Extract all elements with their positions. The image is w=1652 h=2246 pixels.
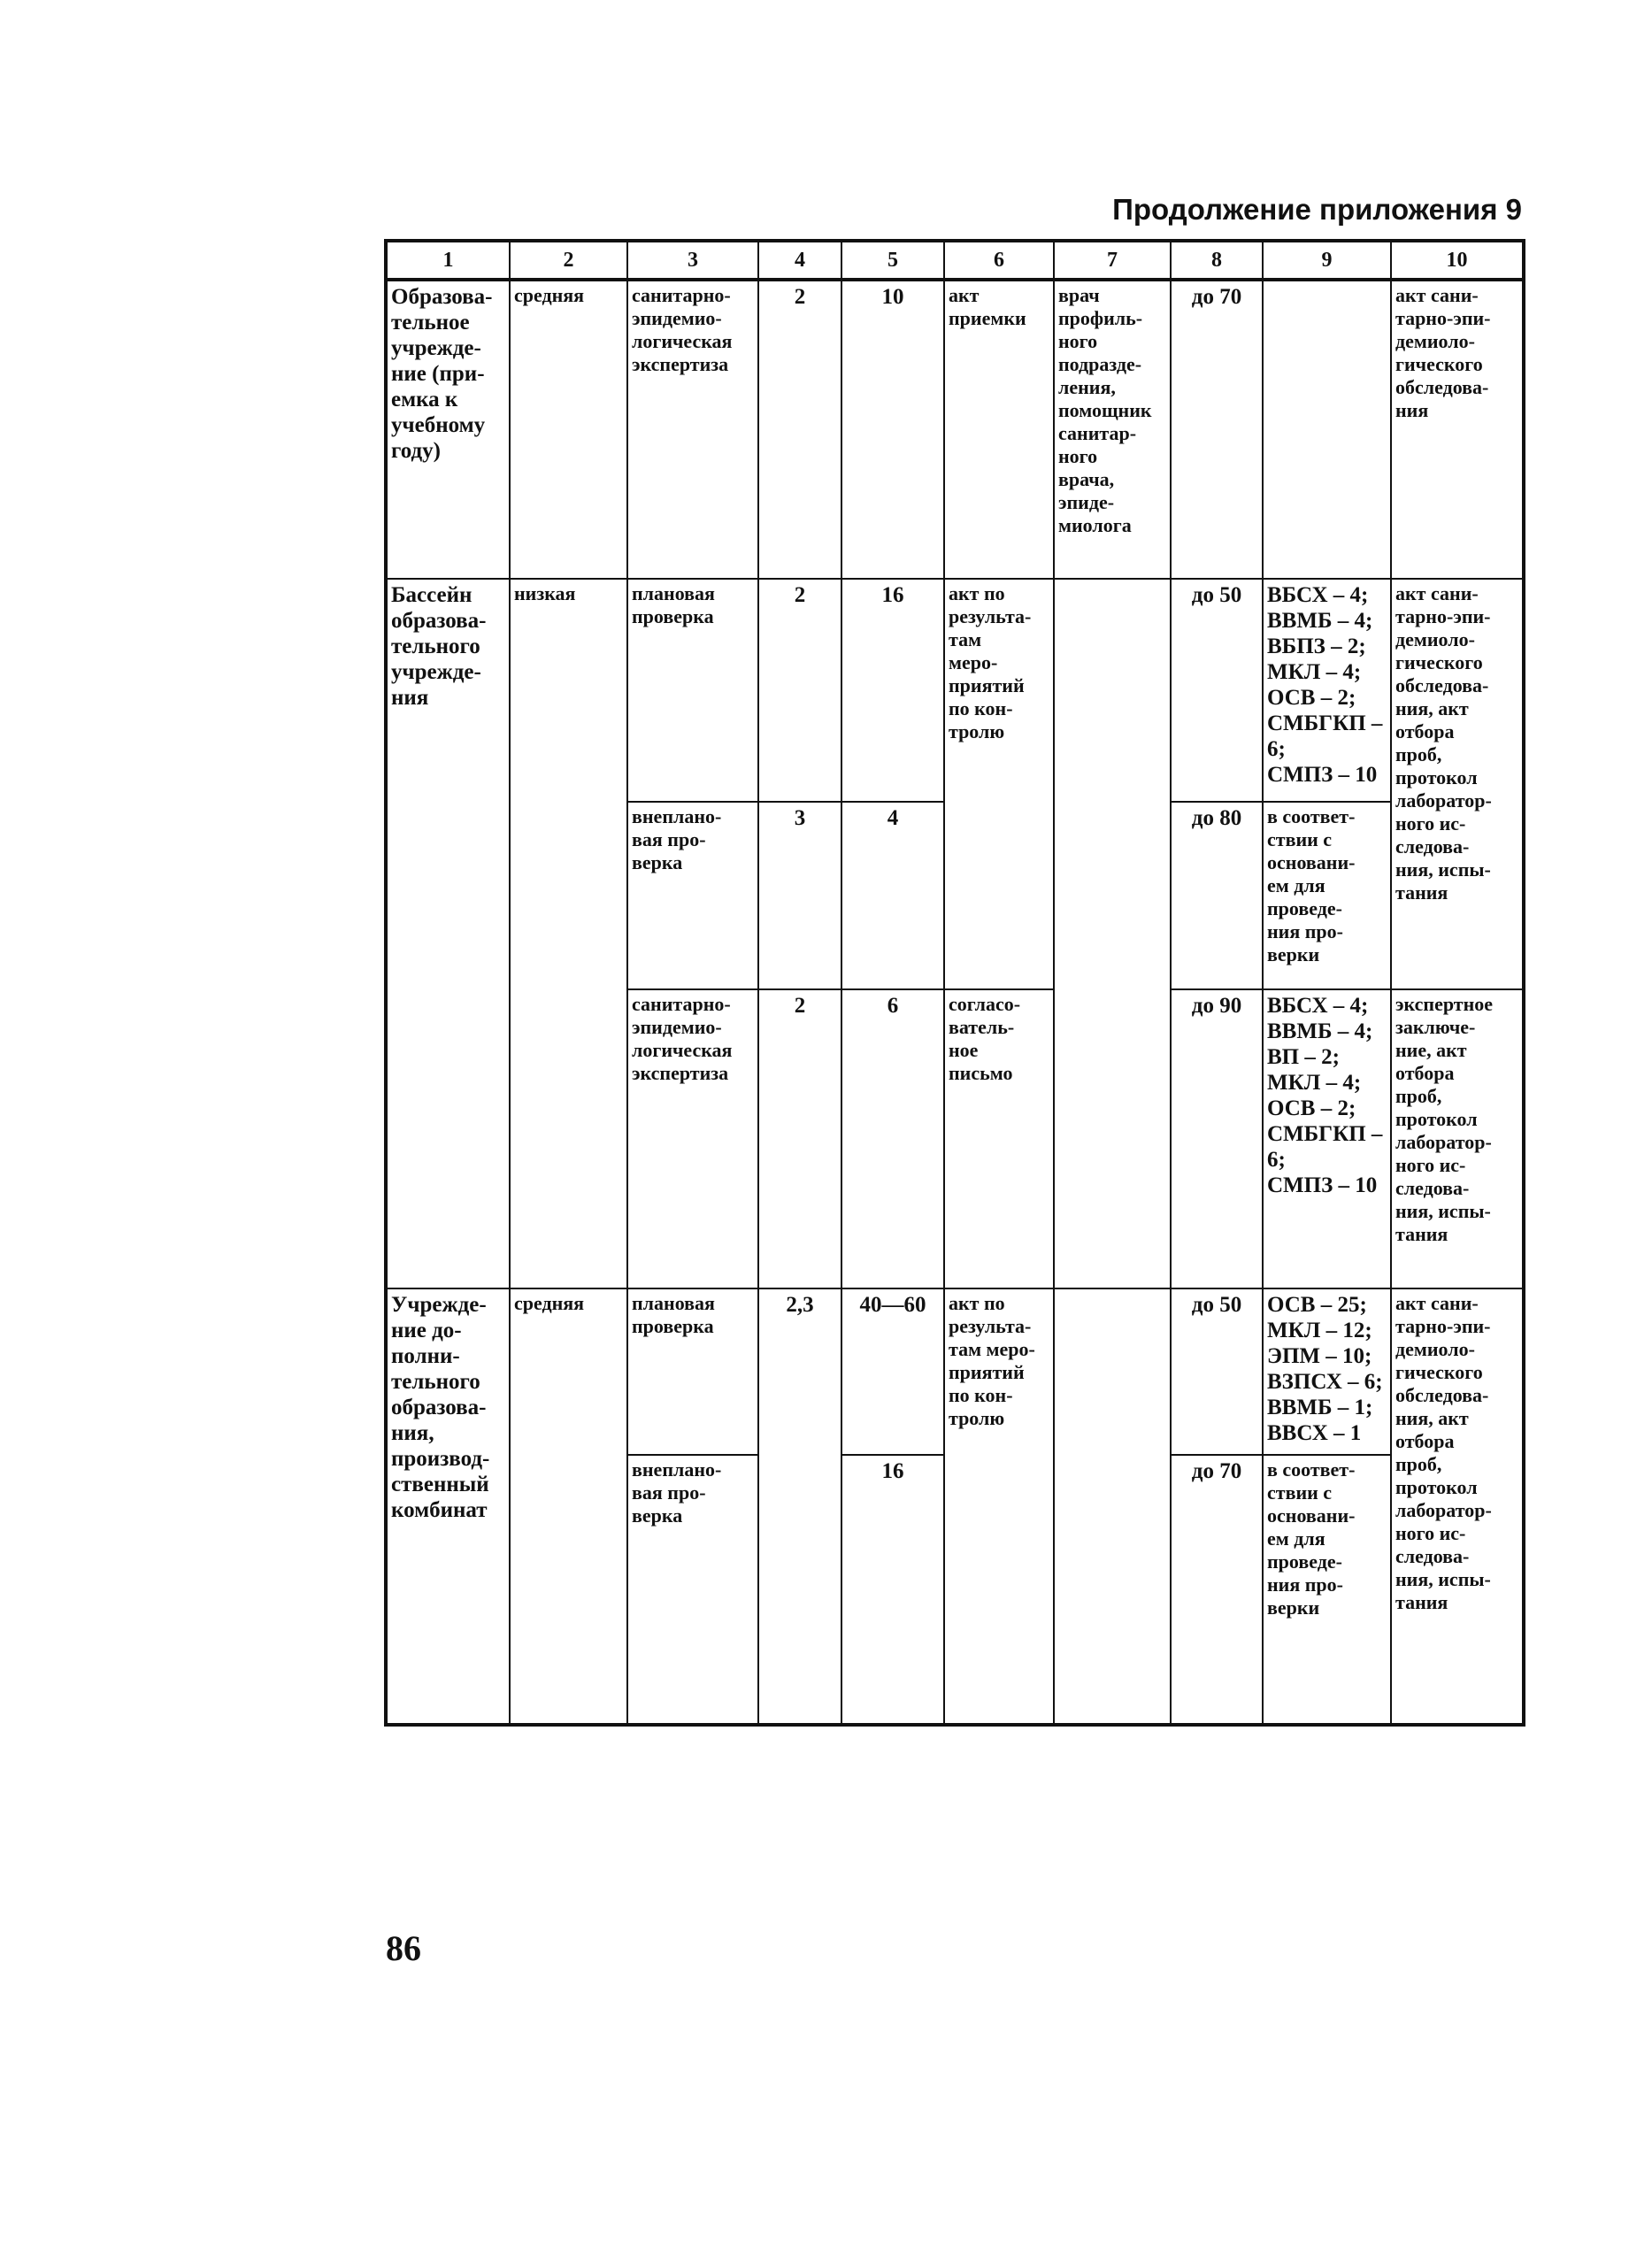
activity-cell: плановая проверка [627, 1288, 758, 1455]
value-cell: 16 [841, 579, 944, 802]
result-cell: акт приемки [944, 280, 1054, 579]
header-row [386, 241, 1524, 280]
value-cell: 4 [841, 802, 944, 989]
term-cell: до 70 [1171, 1455, 1263, 1725]
value-cell: 2 [758, 280, 841, 579]
object-cell: Учрежде- ние до- полни- тельного образова- ния, производ- ственный комбинат [386, 1288, 510, 1725]
tests-cell: ВБСХ – 4; ВВМБ – 4; ВП – 2; МКЛ – 4; ОСВ – 2; СМБГКП – 6; СМПЗ – 10 [1263, 989, 1391, 1288]
risk-cell: средняя [510, 1288, 627, 1725]
object-cell: Образова- тельное учрежде- ние (при- емка к учебному году) [386, 280, 510, 579]
page-number: 86 [386, 1928, 421, 1968]
risk-cell: низкая [510, 579, 627, 1288]
term-cell: до 80 [1171, 802, 1263, 989]
document-cell: акт сани- тарно-эпи- демиоло- гического обследова- ния [1391, 280, 1524, 579]
tests-cell [1263, 280, 1391, 579]
col-header: 1 [386, 241, 510, 280]
activity-cell: плановая проверка [627, 579, 758, 802]
col-header: 5 [841, 241, 944, 280]
value-cell: 2 [758, 579, 841, 802]
table-row [386, 1288, 1524, 1455]
term-cell: до 90 [1171, 989, 1263, 1288]
value-cell: 40—60 [841, 1288, 944, 1455]
document-cell: акт сани- тарно-эпи- демиоло- гического обследова- ния, акт отбора проб, протокол лаборатор- ного ис- следова- ния, испы- тания [1391, 579, 1524, 989]
activity-cell: внеплано- вая про- верка [627, 1455, 758, 1725]
tests-cell: в соответ- ствии с основани- ем для проведе- ния про- верки [1263, 802, 1391, 989]
term-cell: до 50 [1171, 1288, 1263, 1455]
col-header: 9 [1263, 241, 1391, 280]
term-cell: до 70 [1171, 280, 1263, 579]
specialist-cell: врач профиль- ного подразде- ления, помощник санитар- ного врача, эпиде- миолога [1054, 280, 1171, 579]
col-header: 6 [944, 241, 1054, 280]
result-cell: акт по результа- там меро- приятий по кон- тролю [944, 1288, 1054, 1725]
activity-cell: внеплано- вая про- верка [627, 802, 758, 989]
col-header: 2 [510, 241, 627, 280]
tests-cell: ВБСХ – 4; ВВМБ – 4; ВБПЗ – 2; МКЛ – 4; ОСВ – 2; СМБГКП – 6; СМПЗ – 10 [1263, 579, 1391, 802]
caption: Продолжение приложения 9 [1112, 193, 1522, 226]
value-cell: 3 [758, 802, 841, 989]
col-header: 8 [1171, 241, 1263, 280]
result-cell: акт по результа- там меро- приятий по кон- тролю [944, 579, 1054, 989]
value-cell: 6 [841, 989, 944, 1288]
value-cell: 2,3 [758, 1288, 841, 1725]
value-cell: 2 [758, 989, 841, 1288]
document-cell: экспертное заключе- ние, акт отбора проб, протокол лаборатор- ного ис- следова- ния, испы- тания [1391, 989, 1524, 1288]
specialist-cell [1054, 1288, 1171, 1725]
value-cell: 10 [841, 280, 944, 579]
result-cell: согласо- ватель- ное письмо [944, 989, 1054, 1288]
col-header: 3 [627, 241, 758, 280]
appendix-table [384, 239, 1525, 1727]
term-cell: до 50 [1171, 579, 1263, 802]
tests-cell: в соответ- ствии с основани- ем для проведе- ния про- верки [1263, 1455, 1391, 1725]
activity-cell: санитарно- эпидемио- логическая экспертиза [627, 989, 758, 1288]
activity-cell: санитарно- эпидемио- логическая экспертиза [627, 280, 758, 579]
tests-cell: ОСВ – 25; МКЛ – 12; ЭПМ – 10; ВЗПСХ – 6; ВВМБ – 1; ВВСХ – 1 [1263, 1288, 1391, 1455]
document-cell: акт сани- тарно-эпи- демиоло- гического обследова- ния, акт отбора проб, протокол лаборатор- ного ис- следова- ния, испы- тания [1391, 1288, 1524, 1725]
object-cell: Бассейн образова- тельного учрежде- ния [386, 579, 510, 1288]
risk-cell: средняя [510, 280, 627, 579]
col-header: 10 [1391, 241, 1524, 280]
col-header: 4 [758, 241, 841, 280]
table-row [386, 280, 1524, 579]
value-cell: 16 [841, 1455, 944, 1725]
table-row [386, 579, 1524, 802]
specialist-cell [1054, 579, 1171, 1288]
col-header: 7 [1054, 241, 1171, 280]
